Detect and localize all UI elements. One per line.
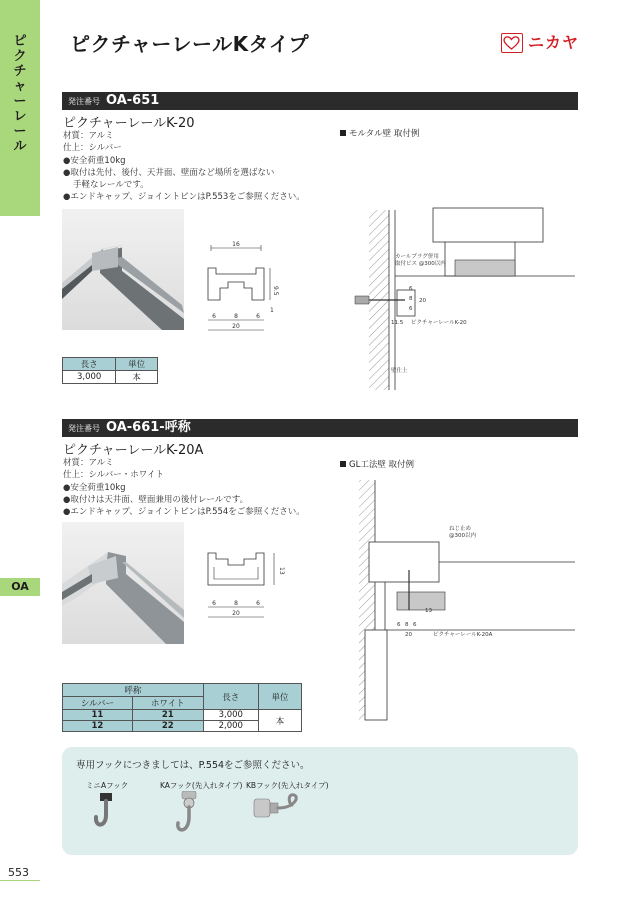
header-length: 長さ bbox=[203, 684, 258, 710]
header-group: 呼称 bbox=[63, 684, 204, 697]
product1-spec-table bbox=[62, 357, 158, 384]
header-unit: 単位 bbox=[116, 358, 158, 371]
dim-w2: 8 bbox=[234, 313, 238, 320]
dim-total: 20 bbox=[232, 323, 240, 330]
cell-length: 3,000 bbox=[63, 371, 116, 384]
cell-length: 3,000 bbox=[203, 710, 258, 721]
label-pitch: @300以内 bbox=[449, 533, 476, 539]
page-number: 553 bbox=[8, 866, 29, 879]
label-d1: 6 bbox=[409, 286, 413, 292]
brand-name: ニカヤ bbox=[528, 33, 580, 52]
mini-a-hook-icon bbox=[92, 793, 122, 841]
kb-hook-icon bbox=[250, 791, 310, 845]
dim-w3: 6 bbox=[256, 313, 260, 320]
product2-order-bar bbox=[62, 419, 578, 437]
product2-photo bbox=[62, 522, 184, 644]
product2-install-drawing bbox=[345, 470, 575, 725]
label-d2: 8 bbox=[405, 622, 409, 628]
cell-silver: 11 bbox=[63, 710, 133, 721]
dim-top-width: 16 bbox=[232, 241, 240, 248]
product1-photo bbox=[62, 209, 184, 330]
note-item: ●安全荷重10kg bbox=[63, 156, 126, 166]
order-number-label: 発注番号 bbox=[68, 97, 100, 106]
label-d3: 6 bbox=[413, 622, 417, 628]
label-rail: ピクチャーレールK-20A bbox=[433, 632, 493, 638]
product1-figure-title: モルタル壁 取付例 bbox=[340, 127, 419, 139]
brand-logo bbox=[501, 33, 581, 55]
heart-logo-icon bbox=[501, 33, 523, 53]
side-category-label: ピクチャーレール bbox=[13, 34, 27, 154]
product1-install-drawing bbox=[345, 140, 575, 390]
cell-unit: 本 bbox=[258, 710, 301, 732]
header-length: 長さ bbox=[63, 358, 116, 371]
hook-label-kb: KBフック(先入れタイプ) bbox=[246, 781, 329, 790]
dim-w3: 6 bbox=[256, 600, 260, 607]
note-item: ●取付けは天井面、壁面兼用の後付レールです。 bbox=[63, 495, 249, 505]
product1-profile-drawing bbox=[200, 240, 280, 336]
side-category-tab bbox=[0, 0, 40, 216]
label-plug: カールプラグ併用 bbox=[395, 254, 439, 260]
page-title: ピクチャーレールKタイプ bbox=[70, 32, 310, 56]
finish: 仕上：シルバー・ホワイト bbox=[63, 470, 164, 480]
cell-length: 2,000 bbox=[203, 721, 258, 732]
note-item: ●取付は先付、後付、天井面、壁面など場所を選ばない bbox=[63, 168, 275, 178]
label-rail: ピクチャーレールK-20 bbox=[411, 320, 467, 326]
product2-profile-drawing bbox=[200, 545, 290, 625]
label-d5: 11.5 bbox=[391, 320, 404, 326]
cell-white: 21 bbox=[132, 710, 203, 721]
order-code: OA-661-呼称 bbox=[106, 420, 191, 435]
label-d1: 6 bbox=[397, 622, 401, 628]
dim-total: 20 bbox=[232, 610, 240, 617]
note-item: 手軽なレールです。 bbox=[73, 180, 149, 190]
dim-height: 13 bbox=[278, 567, 285, 575]
hook-message: 専用フックにつきましては、P.554をご参照ください。 bbox=[76, 760, 310, 771]
order-code: OA-651 bbox=[106, 93, 160, 108]
note-item: ●エンドキャップ、ジョイントピンはP.553をご参照ください。 bbox=[63, 192, 305, 202]
section-tab-oa[interactable]: OA bbox=[0, 578, 40, 596]
header-silver: シルバー bbox=[63, 697, 133, 710]
material: 材質：アルミ bbox=[63, 131, 114, 141]
product2-spec-table bbox=[62, 683, 302, 732]
product1-name: ピクチャーレールK-20 bbox=[63, 116, 195, 131]
dim-w1: 6 bbox=[212, 600, 216, 607]
label-d2: 8 bbox=[409, 296, 413, 302]
hook-reference-box bbox=[62, 747, 578, 855]
product2-name: ピクチャーレールK-20A bbox=[63, 443, 204, 458]
label-d3: 6 bbox=[409, 306, 413, 312]
ka-hook-icon bbox=[172, 791, 206, 845]
order-number-label: 発注番号 bbox=[68, 424, 100, 433]
dim-thickness: 1 bbox=[270, 307, 274, 314]
product2-figure-title: GL工法壁 取付例 bbox=[340, 458, 414, 470]
note-item: ●安全荷重10kg bbox=[63, 483, 126, 493]
cell-white: 22 bbox=[132, 721, 203, 732]
header-white: ホワイト bbox=[132, 697, 203, 710]
product1-order-bar bbox=[62, 92, 578, 110]
dim-height: 9.5 bbox=[272, 286, 279, 296]
dim-w1: 6 bbox=[212, 313, 216, 320]
product1-spec bbox=[63, 130, 122, 154]
product1-notes bbox=[63, 155, 305, 203]
note-item: ●エンドキャップ、ジョイントピンはP.554をご参照ください。 bbox=[63, 507, 305, 517]
finish: 仕上：シルバー bbox=[63, 143, 122, 153]
table-row bbox=[63, 710, 302, 721]
header-unit: 単位 bbox=[258, 684, 301, 710]
label-screw: 取付ビス @300以内 bbox=[395, 261, 446, 267]
label-d4: 20 bbox=[405, 632, 412, 638]
hook-label-ka: KAフック(先入れタイプ) bbox=[160, 781, 243, 790]
table-row bbox=[63, 371, 158, 384]
page-number-rule bbox=[0, 880, 40, 881]
material: 材質：アルミ bbox=[63, 458, 114, 468]
dim-w2: 8 bbox=[234, 600, 238, 607]
product2-spec bbox=[63, 457, 164, 481]
label-finish: 壁仕上 bbox=[391, 368, 408, 374]
label-d4: 20 bbox=[419, 298, 426, 304]
label-h: 13 bbox=[425, 608, 432, 614]
cell-unit: 本 bbox=[116, 371, 158, 384]
product2-notes bbox=[63, 482, 305, 518]
label-screw: ねじ止め bbox=[449, 526, 472, 532]
hook-label-mini-a: ミニAフック bbox=[86, 781, 129, 790]
cell-silver: 12 bbox=[63, 721, 133, 732]
